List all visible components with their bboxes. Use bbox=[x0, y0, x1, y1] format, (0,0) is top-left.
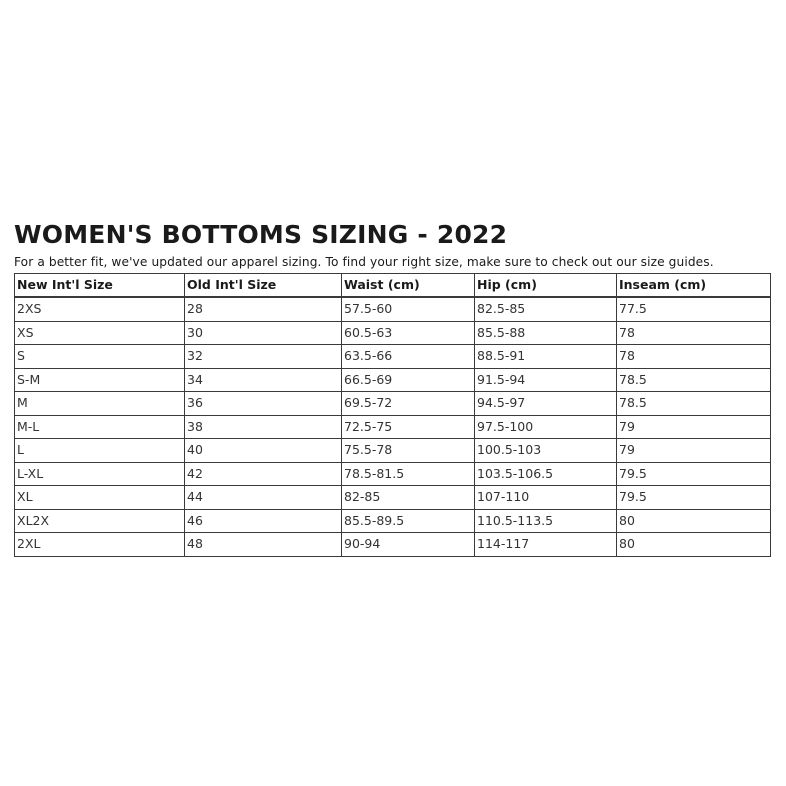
cell-waist: 72.5-75 bbox=[342, 415, 475, 439]
table-row bbox=[15, 297, 771, 321]
table-row bbox=[15, 392, 771, 416]
table-row bbox=[15, 345, 771, 369]
cell-waist: 78.5-81.5 bbox=[342, 462, 475, 486]
cell-old-size: 34 bbox=[185, 368, 342, 392]
cell-inseam: 79 bbox=[617, 439, 771, 463]
cell-inseam: 78.5 bbox=[617, 368, 771, 392]
table-row bbox=[15, 439, 771, 463]
page-subtitle: For a better fit, we've updated our apparel sizing. To find your right size, make sure to check out our size guides. bbox=[14, 255, 714, 269]
cell-waist: 85.5-89.5 bbox=[342, 509, 475, 533]
cell-inseam: 80 bbox=[617, 533, 771, 557]
table-row bbox=[15, 533, 771, 557]
cell-hip: 91.5-94 bbox=[475, 368, 617, 392]
header-row bbox=[15, 274, 771, 298]
cell-waist: 90-94 bbox=[342, 533, 475, 557]
cell-new-size: M bbox=[15, 392, 185, 416]
cell-new-size: L-XL bbox=[15, 462, 185, 486]
cell-new-size: M-L bbox=[15, 415, 185, 439]
table-row bbox=[15, 462, 771, 486]
cell-waist: 82-85 bbox=[342, 486, 475, 510]
table-row bbox=[15, 415, 771, 439]
cell-new-size: S bbox=[15, 345, 185, 369]
size-guide bbox=[14, 220, 772, 557]
cell-hip: 100.5-103 bbox=[475, 439, 617, 463]
cell-old-size: 44 bbox=[185, 486, 342, 510]
cell-old-size: 42 bbox=[185, 462, 342, 486]
table-row bbox=[15, 486, 771, 510]
cell-new-size: S-M bbox=[15, 368, 185, 392]
table-row bbox=[15, 321, 771, 345]
cell-waist: 66.5-69 bbox=[342, 368, 475, 392]
cell-old-size: 32 bbox=[185, 345, 342, 369]
cell-inseam: 78.5 bbox=[617, 392, 771, 416]
cell-hip: 85.5-88 bbox=[475, 321, 617, 345]
table-body bbox=[15, 297, 771, 556]
cell-new-size: L bbox=[15, 439, 185, 463]
cell-old-size: 48 bbox=[185, 533, 342, 557]
cell-hip: 110.5-113.5 bbox=[475, 509, 617, 533]
cell-old-size: 40 bbox=[185, 439, 342, 463]
cell-old-size: 30 bbox=[185, 321, 342, 345]
cell-waist: 60.5-63 bbox=[342, 321, 475, 345]
table-header bbox=[15, 274, 771, 298]
cell-new-size: XS bbox=[15, 321, 185, 345]
cell-inseam: 79.5 bbox=[617, 462, 771, 486]
cell-new-size: XL bbox=[15, 486, 185, 510]
cell-hip: 97.5-100 bbox=[475, 415, 617, 439]
cell-waist: 75.5-78 bbox=[342, 439, 475, 463]
cell-new-size: XL2X bbox=[15, 509, 185, 533]
cell-hip: 82.5-85 bbox=[475, 297, 617, 321]
cell-hip: 88.5-91 bbox=[475, 345, 617, 369]
column-header-hip: Hip (cm) bbox=[475, 274, 617, 298]
cell-inseam: 78 bbox=[617, 345, 771, 369]
cell-waist: 63.5-66 bbox=[342, 345, 475, 369]
column-header-waist: Waist (cm) bbox=[342, 274, 475, 298]
cell-old-size: 38 bbox=[185, 415, 342, 439]
cell-old-size: 28 bbox=[185, 297, 342, 321]
cell-waist: 69.5-72 bbox=[342, 392, 475, 416]
column-header-old-intl-size: Old Int'l Size bbox=[185, 274, 342, 298]
cell-new-size: 2XS bbox=[15, 297, 185, 321]
table-row bbox=[15, 368, 771, 392]
column-header-inseam: Inseam (cm) bbox=[617, 274, 771, 298]
cell-inseam: 78 bbox=[617, 321, 771, 345]
cell-hip: 114-117 bbox=[475, 533, 617, 557]
cell-inseam: 79.5 bbox=[617, 486, 771, 510]
cell-inseam: 79 bbox=[617, 415, 771, 439]
page-title: WOMEN'S BOTTOMS SIZING - 2022 bbox=[14, 220, 508, 249]
cell-inseam: 77.5 bbox=[617, 297, 771, 321]
cell-waist: 57.5-60 bbox=[342, 297, 475, 321]
sizing-table bbox=[14, 273, 771, 557]
cell-old-size: 46 bbox=[185, 509, 342, 533]
column-header-new-intl-size: New Int'l Size bbox=[15, 274, 185, 298]
table-row bbox=[15, 509, 771, 533]
cell-old-size: 36 bbox=[185, 392, 342, 416]
cell-inseam: 80 bbox=[617, 509, 771, 533]
cell-hip: 103.5-106.5 bbox=[475, 462, 617, 486]
cell-hip: 94.5-97 bbox=[475, 392, 617, 416]
cell-new-size: 2XL bbox=[15, 533, 185, 557]
cell-hip: 107-110 bbox=[475, 486, 617, 510]
